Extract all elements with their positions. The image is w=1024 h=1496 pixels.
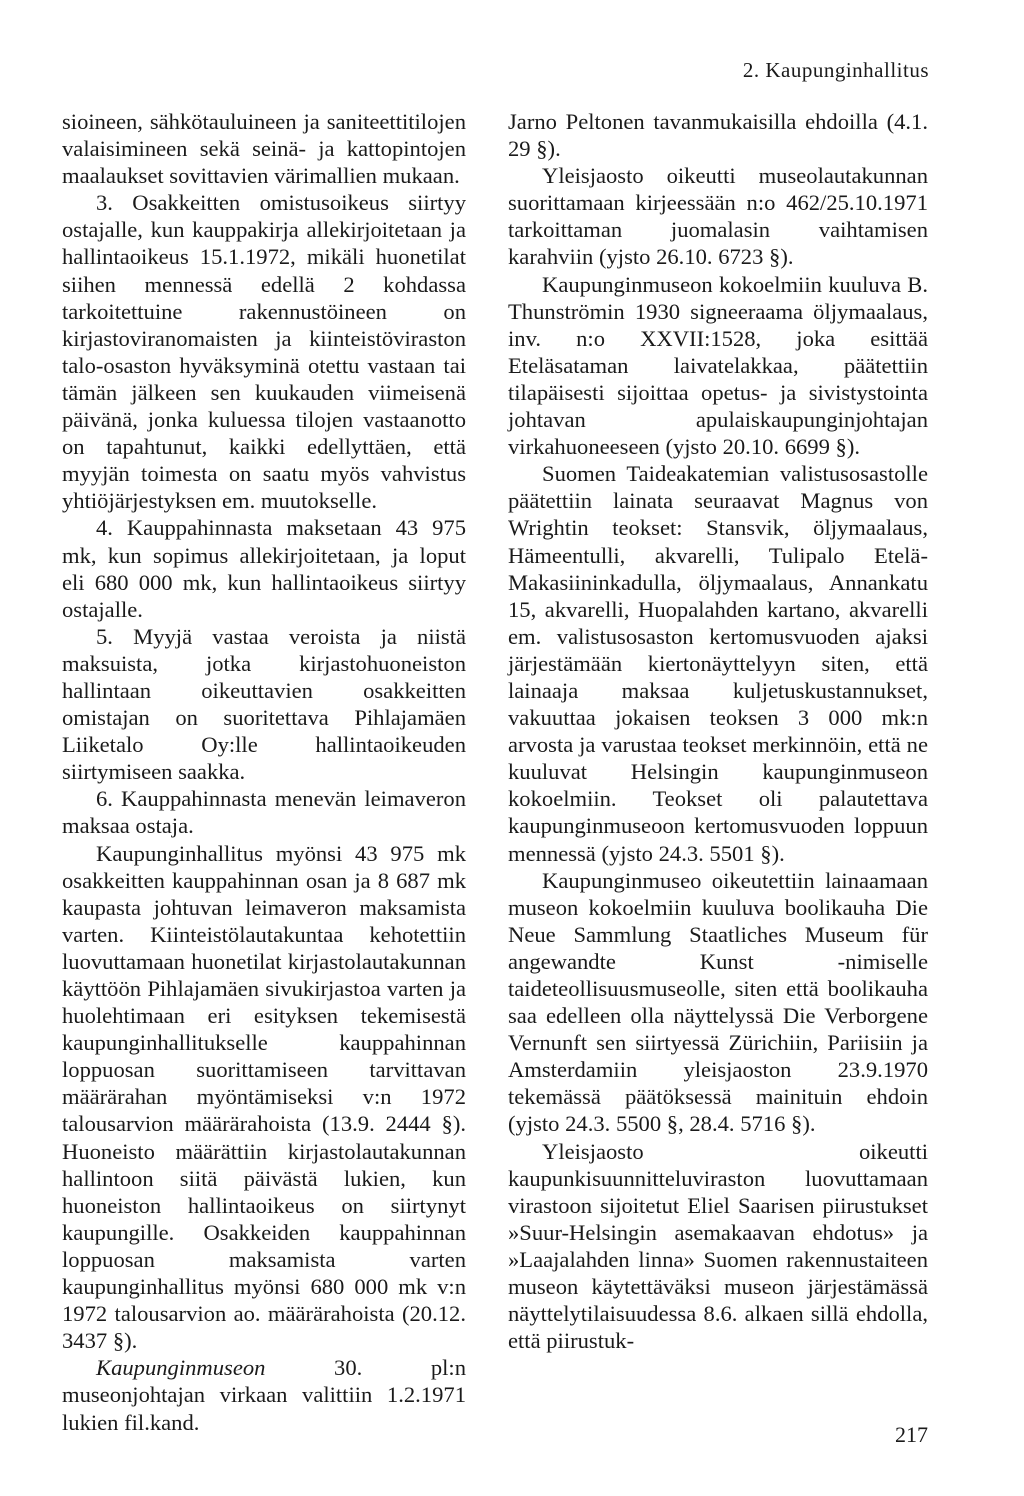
running-head: 2. Kaupunginhallitus [742,58,929,82]
paragraph: Jarno Peltonen tavanmukaisilla ehdoilla (4.1. 29 §). [508,109,928,162]
paragraph: Kaupunginmuseo oikeutettiin lainaamaan museon kokoelmiin kuuluva boolikauha Die Neue Sammlung Staatliches Museum für angewandte Kunst -nimiselle taideteollisuusmuseolle, siten että boolikauha saa edelleen olla näyttelyssä Die Verborgene Vernunft sen siirtyessä Zürichiin, Pariisiin ja Amsterdamiin yleisjaoston 23.9.1970 tekemässä päätöksessä mainituin ehdoin (yjsto 24.3. 5500 §, 28.4. 5716 §). [508,867,928,1137]
italic-lead: Kaupunginmuseon [96,1355,266,1381]
paragraph: Kaupunginmuseon kokoelmiin kuuluva B. Thunströmin 1930 signeeraama öljymaalaus, inv. n:o XXVII:1528, joka esittää Eteläsataman laivatelakkaa, päätettiin tilapäisesti sijoittaa opetus- ja sivistystointa johtavan apulaiskaupunginjohtajan virkahuoneeseen (yjsto 20.10. 6699 §). [508,271,928,460]
left-column [62,108,466,1436]
paragraph: 6. Kauppahinnasta menevän leimaveron maksaa ostaja. [62,786,466,839]
page-number: 217 [895,1422,928,1447]
paragraph-text: 30. pl:n museonjohtajan virkaan valittiin 1.2.1971 lukien fil.kand. [62,1355,466,1435]
right-column [508,108,928,1354]
paragraph: Yleisjaosto oikeutti kaupunkisuunnitteluviraston luovuttamaan virastoon sijoitetut Eliel Saarisen piirustukset »Suur-Helsingin asemakaavan ehdotus» ja »Laajalahden linna» Suomen rakennustaiteen museon käytettäväksi museon järjestämässä näyttelytilaisuudessa 8.6. alkaen sillä ehdolla, että piirustuk- [508,1138,928,1354]
paragraph: Yleisjaosto oikeutti museolautakunnan suorittamaan kirjeessään n:o 462/25.10.1971 tarkoittaman juomalasin vaihtamisen karahviin (yjsto 26.10. 6723 §). [508,163,928,270]
paragraph: Suomen Taideakatemian valistusosastolle päätettiin lainata seuraavat Magnus von Wrightin teokset: Stansvik, öljymaalaus, Hämeentulli, akvarelli, Tulipalo Etelä-Makasiininkadulla, öljymaalaus, Annankatu 15, akvarelli, Huopalahden kartano, akvarelli em. valistusosaston kertomusvuoden ajaksi järjestämään kiertonäyttelyyn siten, että lainaaja maksaa kuljetuskustannukset, vakuuttaa jokaisen teoksen 3 000 mk:n arvosta ja varustaa teokset merkinnöin, että ne kuuluvat Helsingin kaupunginmuseon kokoelmiin. Teokset oli palautettava kaupunginmuseoon kertomusvuoden loppuun mennessä (yjsto 24.3. 5501 §). [508,461,928,866]
paragraph: 3. Osakkeitten omistusoikeus siirtyy ostajalle, kun kauppakirja allekirjoitetaan ja hallintaoikeus 15.1.1972, mikäli huonetilat siihen mennessä edellä 2 kohdassa tarkoitettuine rakennustöineen on kirjastoviranomaisten ja kiinteistöviraston talo-osaston hyväksyminä otettu vastaan tai tämän jälkeen sen kuukauden viimeisenä päivänä, jonka kuluessa tilojen vastaanotto on tapahtunut, kaikki edellyttäen, että myyjän toimesta on saatu myös vahvistus yhtiöjärjestyksen em. muutokselle. [62,190,466,514]
paragraph: Kaupunginhallitus myönsi 43 975 mk osakkeitten kauppahinnan osan ja 8 687 mk kaupasta johtuvan leimaveron maksamista varten. Kiinteistölautakuntaa kehotettiin luovuttamaan huonetilat kirjastolautakunnan käyttöön Pihlajamäen sivukirjastoa varten ja huolehtimaan eri esityksen tekemisestä kaupunginhallitukselle kauppahinnan loppuosan suorittamiseen tarvittavan määrärahan myöntämiseksi v:n 1972 talousarvion määrärahoista (13.9. 2444 §). Huoneisto määrättiin kirjastolautakunnan hallintoon siitä päivästä lukien, kun huoneiston hallintaoikeus on siirtynyt kaupungille. Osakkeiden kauppahinnan loppuosan maksamista varten kaupunginhallitus myönsi 680 000 mk v:n 1972 talousarvion ao. määrärahoista (20.12. 3437 §). [62,840,466,1354]
paragraph: 5. Myyjä vastaa veroista ja niistä maksuista, jotka kirjastohuoneiston hallintaan oikeuttavien osakkeitten omistajan on suoritettava Pihlajamäen Liiketalo Oy:lle hallintaoikeuden siirtymiseen saakka. [62,623,466,785]
paragraph: 4. Kauppahinnasta maksetaan 43 975 mk, kun sopimus allekirjoitetaan, ja loput eli 680 000 mk, kun hallintaoikeus siirtyy ostajalle. [62,515,466,622]
paragraph: sioineen, sähkötauluineen ja saniteettitilojen valaisimineen sekä seinä- ja kattopintojen maalaukset sovittavien värimallien mukaan. [62,109,466,189]
paragraph [62,1354,466,1435]
